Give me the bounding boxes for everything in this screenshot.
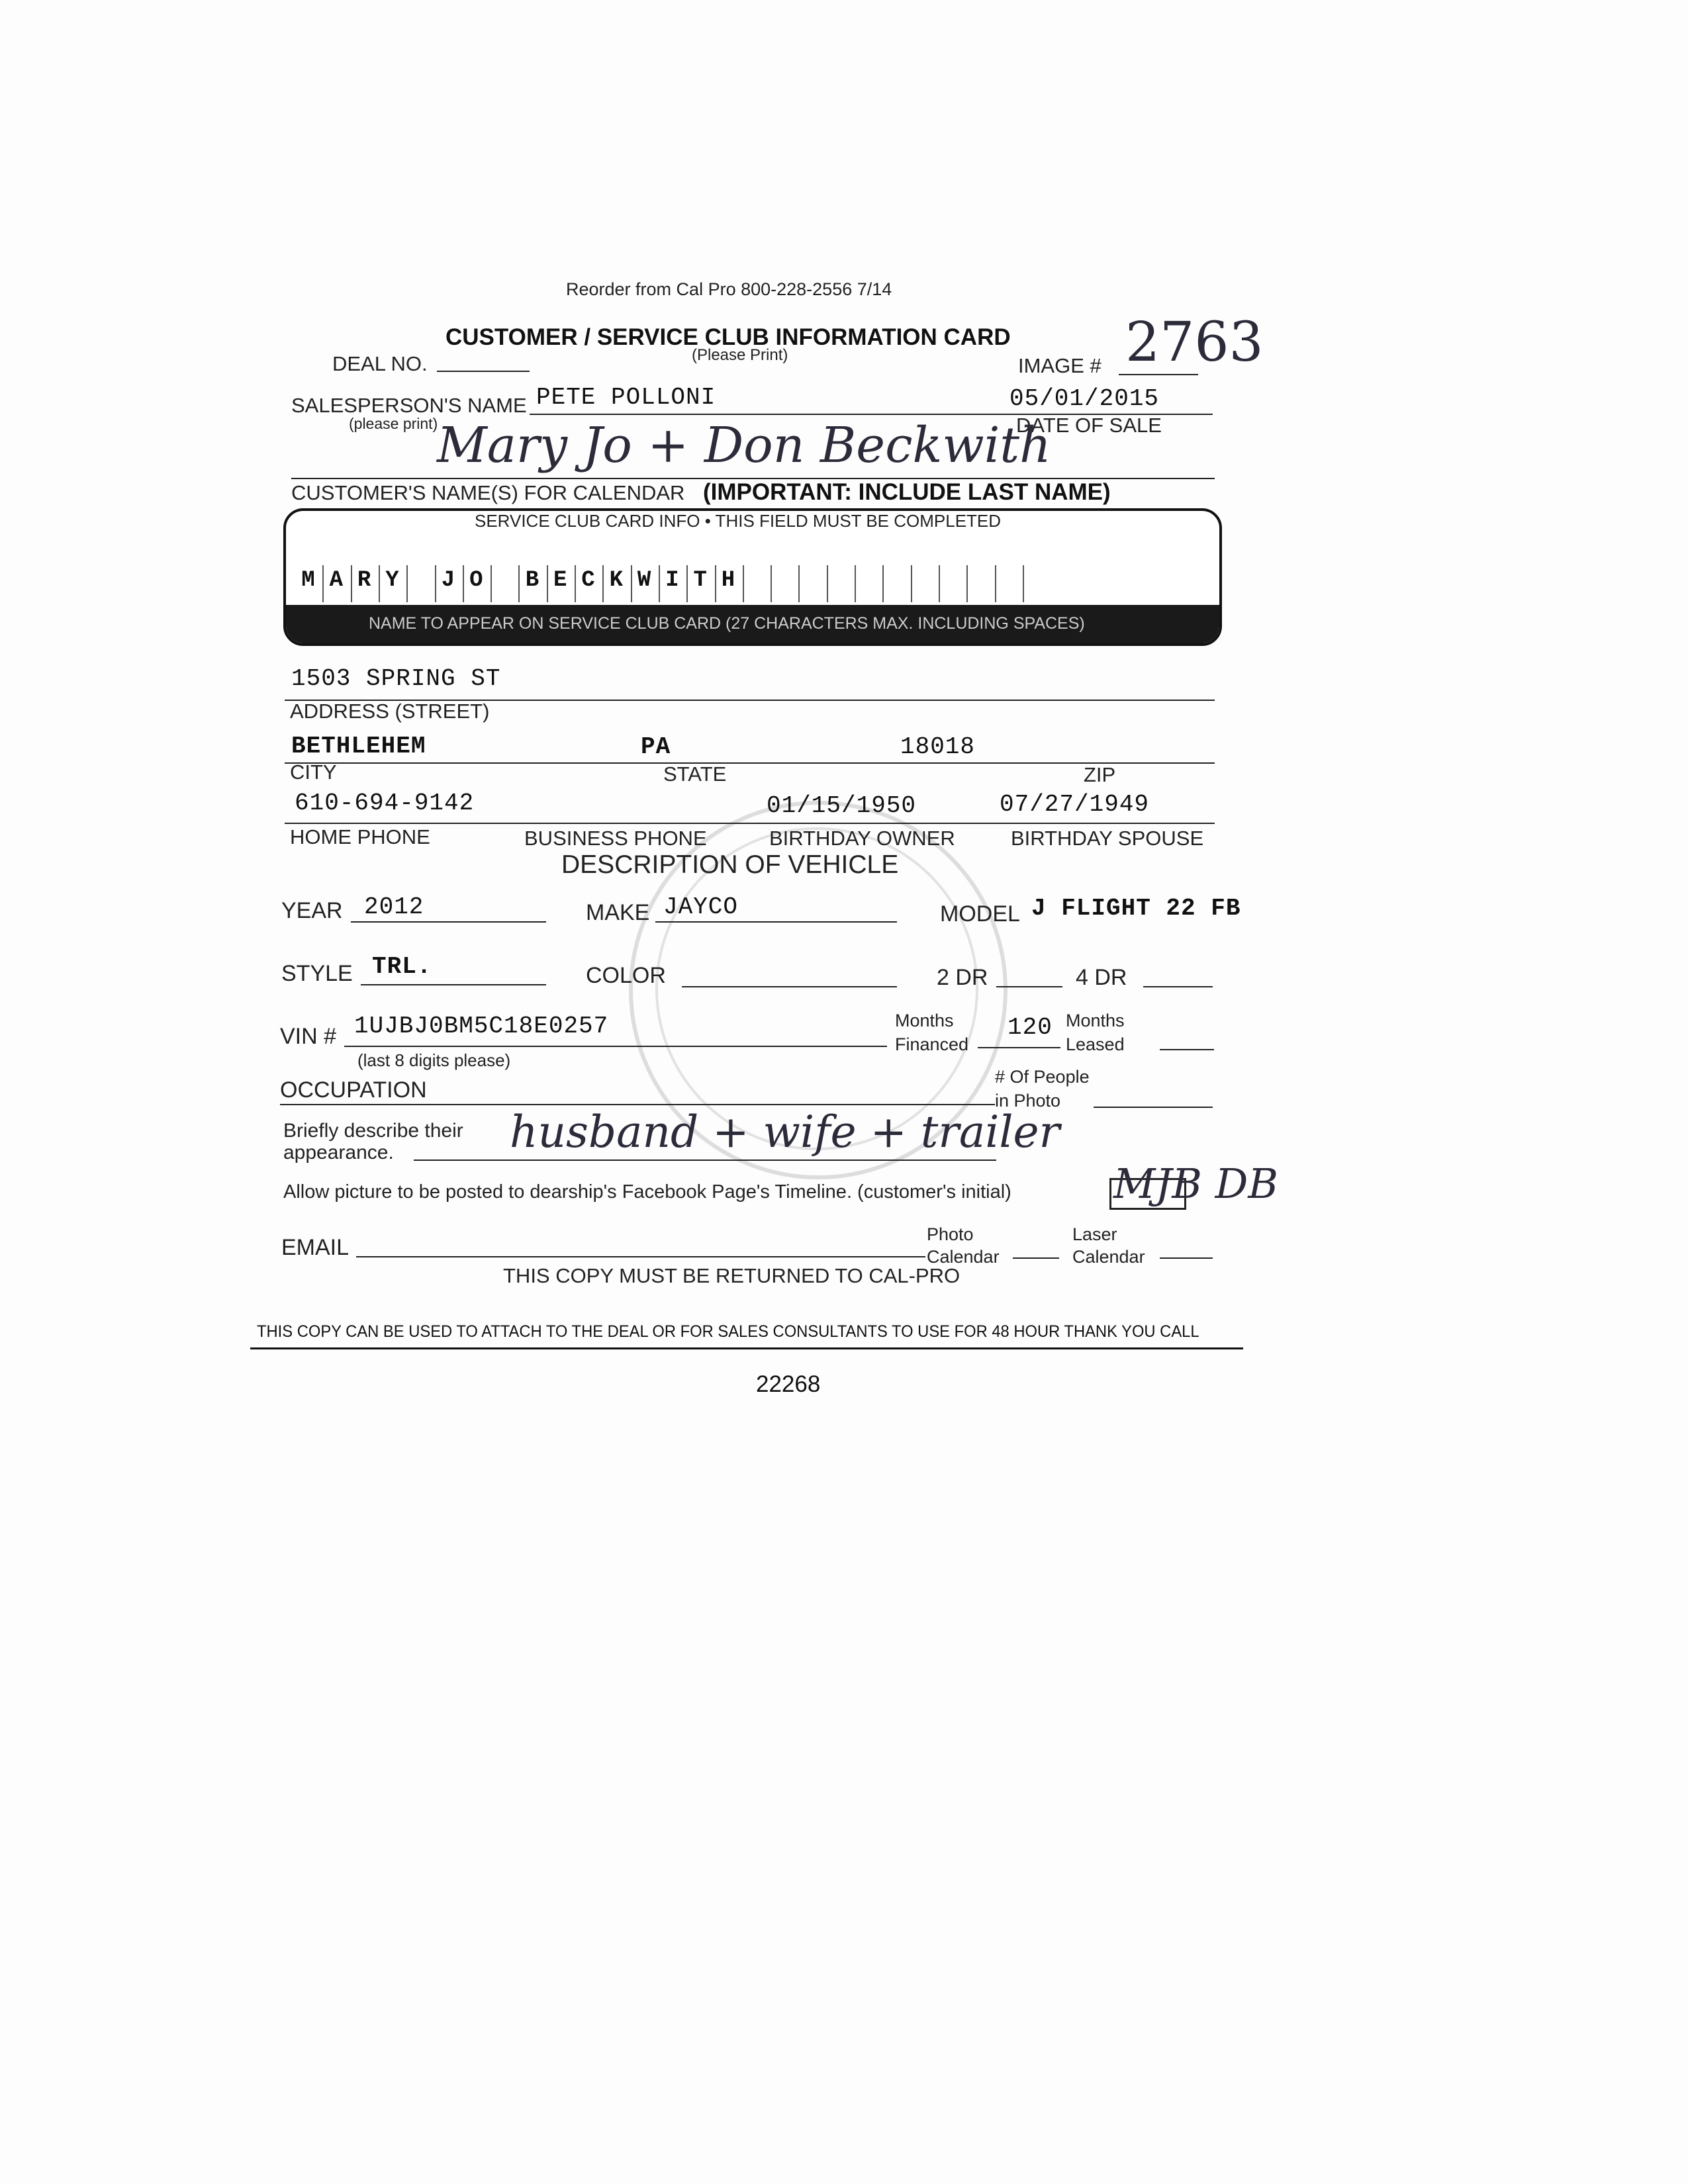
- color-field[interactable]: [682, 986, 897, 987]
- birthday-owner-label: BIRTHDAY OWNER: [769, 827, 955, 850]
- service-card-cell-divider: [575, 565, 576, 602]
- service-card-char-23[interactable]: [912, 563, 937, 598]
- service-card-cell-divider: [939, 565, 940, 602]
- occupation-label: OCCUPATION: [280, 1077, 427, 1103]
- photo-calendar-label-1: Photo: [927, 1224, 974, 1244]
- service-card-char-15[interactable]: T: [693, 568, 707, 593]
- laser-calendar-field[interactable]: [1160, 1257, 1213, 1259]
- service-card-char-25[interactable]: [968, 563, 992, 598]
- service-card-cell-divider: [491, 565, 492, 602]
- occupation-field[interactable]: [280, 1104, 995, 1105]
- reorder-info: Reorder from Cal Pro 800-228-2556 7/14: [566, 279, 892, 299]
- service-card-cell-divider: [322, 565, 324, 602]
- service-card-cell-divider: [771, 565, 772, 602]
- vin-sublabel: (last 8 digits please): [357, 1050, 511, 1070]
- service-card-char-17[interactable]: [744, 563, 769, 598]
- important-note: (IMPORTANT: INCLUDE LAST NAME): [703, 479, 1111, 505]
- service-card-char-8[interactable]: [492, 563, 516, 598]
- service-card-char-3[interactable]: R: [357, 568, 371, 593]
- year-value[interactable]: 2012: [364, 893, 424, 921]
- two-door-label: 2 DR: [937, 965, 988, 990]
- service-card-char-14[interactable]: I: [665, 568, 679, 593]
- service-card-cell-divider: [463, 565, 464, 602]
- date-of-sale-label: DATE OF SALE: [1016, 414, 1162, 437]
- months-financed-label-2: Financed: [895, 1034, 969, 1054]
- service-card-char-27[interactable]: [1024, 563, 1049, 598]
- business-phone-label: BUSINESS PHONE: [524, 827, 707, 850]
- footer-rule: [250, 1347, 1243, 1349]
- return-notice: THIS COPY MUST BE RETURNED TO CAL-PRO: [503, 1264, 961, 1287]
- color-label: COLOR: [586, 963, 666, 988]
- birthday-spouse-value[interactable]: 07/27/1949: [1000, 791, 1150, 818]
- describe-label-1: Briefly describe their: [283, 1120, 463, 1142]
- service-card-cell-divider: [435, 565, 436, 602]
- service-card-cell-divider: [518, 565, 520, 602]
- salesperson-label: SALESPERSON'S NAME: [291, 394, 527, 417]
- service-card-char-6[interactable]: J: [441, 568, 455, 593]
- service-card-char-5[interactable]: [408, 563, 432, 598]
- form-title: CUSTOMER / SERVICE CLUB INFORMATION CARD: [445, 324, 1011, 350]
- months-financed-value[interactable]: 120: [1008, 1014, 1053, 1041]
- service-card-char-21[interactable]: [856, 563, 880, 598]
- state-value[interactable]: PA: [641, 733, 671, 760]
- home-phone-label: HOME PHONE: [290, 825, 430, 848]
- facebook-consent-text: Allow picture to be posted to dearship's Facebook Page's Timeline. (customer's initial): [283, 1181, 1011, 1203]
- service-card-char-13[interactable]: W: [637, 568, 651, 593]
- laser-calendar-label-1: Laser: [1072, 1224, 1117, 1244]
- make-value[interactable]: JAYCO: [663, 893, 739, 921]
- customer-name-handwritten[interactable]: Mary Jo + Don Beckwith: [437, 417, 1051, 474]
- service-card-char-2[interactable]: A: [329, 568, 343, 593]
- phones-underline: [285, 823, 1215, 824]
- service-card-char-11[interactable]: C: [581, 568, 595, 593]
- vin-label: VIN #: [280, 1024, 337, 1049]
- service-card-cell-divider: [631, 565, 632, 602]
- vin-underline: [344, 1046, 887, 1047]
- vin-value[interactable]: 1UJBJ0BM5C18E0257: [354, 1013, 609, 1040]
- make-label: MAKE: [586, 900, 650, 925]
- birthday-spouse-label: BIRTHDAY SPOUSE: [1011, 827, 1204, 850]
- people-in-photo-field[interactable]: [1094, 1107, 1213, 1108]
- state-label: STATE: [663, 762, 727, 786]
- service-card-cell-divider: [351, 565, 352, 602]
- service-card-char-16[interactable]: H: [721, 568, 735, 593]
- people-in-photo-label-1: # Of People: [995, 1067, 1090, 1087]
- salesperson-value[interactable]: PETE POLLONI: [536, 384, 716, 411]
- style-label: STYLE: [281, 961, 353, 986]
- laser-calendar-label-2: Calendar: [1072, 1247, 1145, 1267]
- months-financed-underline: [978, 1047, 1060, 1048]
- service-card-cell-divider: [602, 565, 604, 602]
- months-leased-label-1: Months: [1066, 1011, 1125, 1030]
- salesperson-sublabel: (please print): [349, 415, 438, 432]
- service-card-cell-divider: [743, 565, 744, 602]
- two-door-field[interactable]: [996, 986, 1062, 987]
- months-leased-label-2: Leased: [1066, 1034, 1125, 1054]
- service-card-char-12[interactable]: K: [609, 568, 623, 593]
- style-value[interactable]: TRL.: [372, 953, 432, 980]
- city-label: CITY: [290, 760, 337, 784]
- image-no-value[interactable]: 2763: [1125, 311, 1264, 374]
- describe-value[interactable]: husband + wife + trailer: [510, 1107, 1060, 1158]
- birthday-owner-value[interactable]: 01/15/1950: [767, 792, 917, 819]
- photo-calendar-field[interactable]: [1013, 1257, 1059, 1259]
- service-card-cell-divider: [659, 565, 660, 602]
- service-card-band-label: NAME TO APPEAR ON SERVICE CLUB CARD (27 CHARACTERS MAX. INCLUDING SPACES): [369, 614, 1085, 633]
- city-value[interactable]: BETHLEHEM: [291, 733, 426, 760]
- service-card-cell-divider: [379, 565, 380, 602]
- home-phone-value[interactable]: 610-694-9142: [295, 790, 475, 817]
- model-value[interactable]: J FLIGHT 22 FB: [1031, 895, 1241, 922]
- service-card-cell-divider: [406, 565, 408, 602]
- service-card-cell-divider: [1023, 565, 1024, 602]
- four-door-label: 4 DR: [1076, 965, 1127, 990]
- service-card-cell-divider: [798, 565, 800, 602]
- customer-name-label: CUSTOMER'S NAME(S) FOR CALENDAR: [291, 481, 685, 504]
- people-in-photo-label-2: in Photo: [995, 1091, 1061, 1111]
- zip-value[interactable]: 18018: [900, 733, 976, 760]
- vehicle-heading: DESCRIPTION OF VEHICLE: [561, 850, 899, 879]
- service-club-card-box: [283, 508, 1222, 646]
- city-state-zip-underline: [285, 762, 1215, 764]
- service-card-band: [286, 605, 1219, 643]
- form-number: 22268: [756, 1371, 821, 1397]
- zip-label: ZIP: [1084, 763, 1116, 786]
- date-of-sale-value[interactable]: 05/01/2015: [1009, 385, 1160, 412]
- service-card-char-10[interactable]: E: [553, 568, 567, 593]
- service-card-char-9[interactable]: B: [525, 568, 539, 593]
- service-card-cell-divider: [911, 565, 912, 602]
- months-financed-label-1: Months: [895, 1011, 954, 1030]
- year-label: YEAR: [281, 898, 343, 923]
- service-card-cell-divider: [686, 565, 688, 602]
- service-card-cell-divider: [715, 565, 716, 602]
- model-label: MODEL: [940, 901, 1020, 927]
- service-card-cell-divider: [855, 565, 856, 602]
- service-card-char-7[interactable]: O: [469, 568, 483, 593]
- email-label: EMAIL: [281, 1235, 350, 1260]
- email-field[interactable]: [356, 1256, 925, 1257]
- service-card-char-20[interactable]: [828, 563, 853, 598]
- deal-no-field[interactable]: [437, 371, 530, 372]
- street-value[interactable]: 1503 SPRING ST: [291, 665, 501, 692]
- service-card-char-22[interactable]: [884, 563, 908, 598]
- year-underline: [351, 921, 546, 923]
- footer-notice: THIS COPY CAN BE USED TO ATTACH TO THE DEAL OR FOR SALES CONSULTANTS TO USE FOR 48 HOUR THANK YOU CALL: [257, 1322, 1199, 1341]
- customer-initials[interactable]: MJB DB: [1113, 1160, 1278, 1208]
- service-card-char-4[interactable]: Y: [385, 568, 399, 593]
- four-door-field[interactable]: [1143, 986, 1213, 987]
- image-no-underline: [1119, 374, 1198, 375]
- service-card-cell-divider: [882, 565, 884, 602]
- describe-underline: [414, 1160, 996, 1161]
- service-card-cell-divider: [966, 565, 968, 602]
- service-card-char-1[interactable]: M: [301, 568, 315, 593]
- make-underline: [655, 921, 897, 923]
- months-leased-field[interactable]: [1160, 1049, 1214, 1050]
- street-label: ADDRESS (STREET): [290, 700, 490, 723]
- please-print-note: (Please Print): [692, 346, 788, 364]
- service-card-char-24[interactable]: [940, 563, 964, 598]
- service-card-cell-divider: [827, 565, 828, 602]
- service-card-char-18[interactable]: [772, 563, 796, 598]
- service-card-top-label: SERVICE CLUB CARD INFO • THIS FIELD MUST BE COMPLETED: [475, 511, 1002, 531]
- image-no-label: IMAGE #: [1018, 354, 1102, 377]
- service-card-char-19[interactable]: [800, 563, 824, 598]
- service-card-cell-divider: [547, 565, 548, 602]
- style-underline: [361, 984, 546, 985]
- photo-calendar-label-2: Calendar: [927, 1247, 1000, 1267]
- service-card-cell-divider: [995, 565, 996, 602]
- describe-label-2: appearance.: [283, 1142, 394, 1163]
- service-card-char-26[interactable]: [996, 563, 1021, 598]
- deal-no-label: DEAL NO.: [332, 352, 428, 375]
